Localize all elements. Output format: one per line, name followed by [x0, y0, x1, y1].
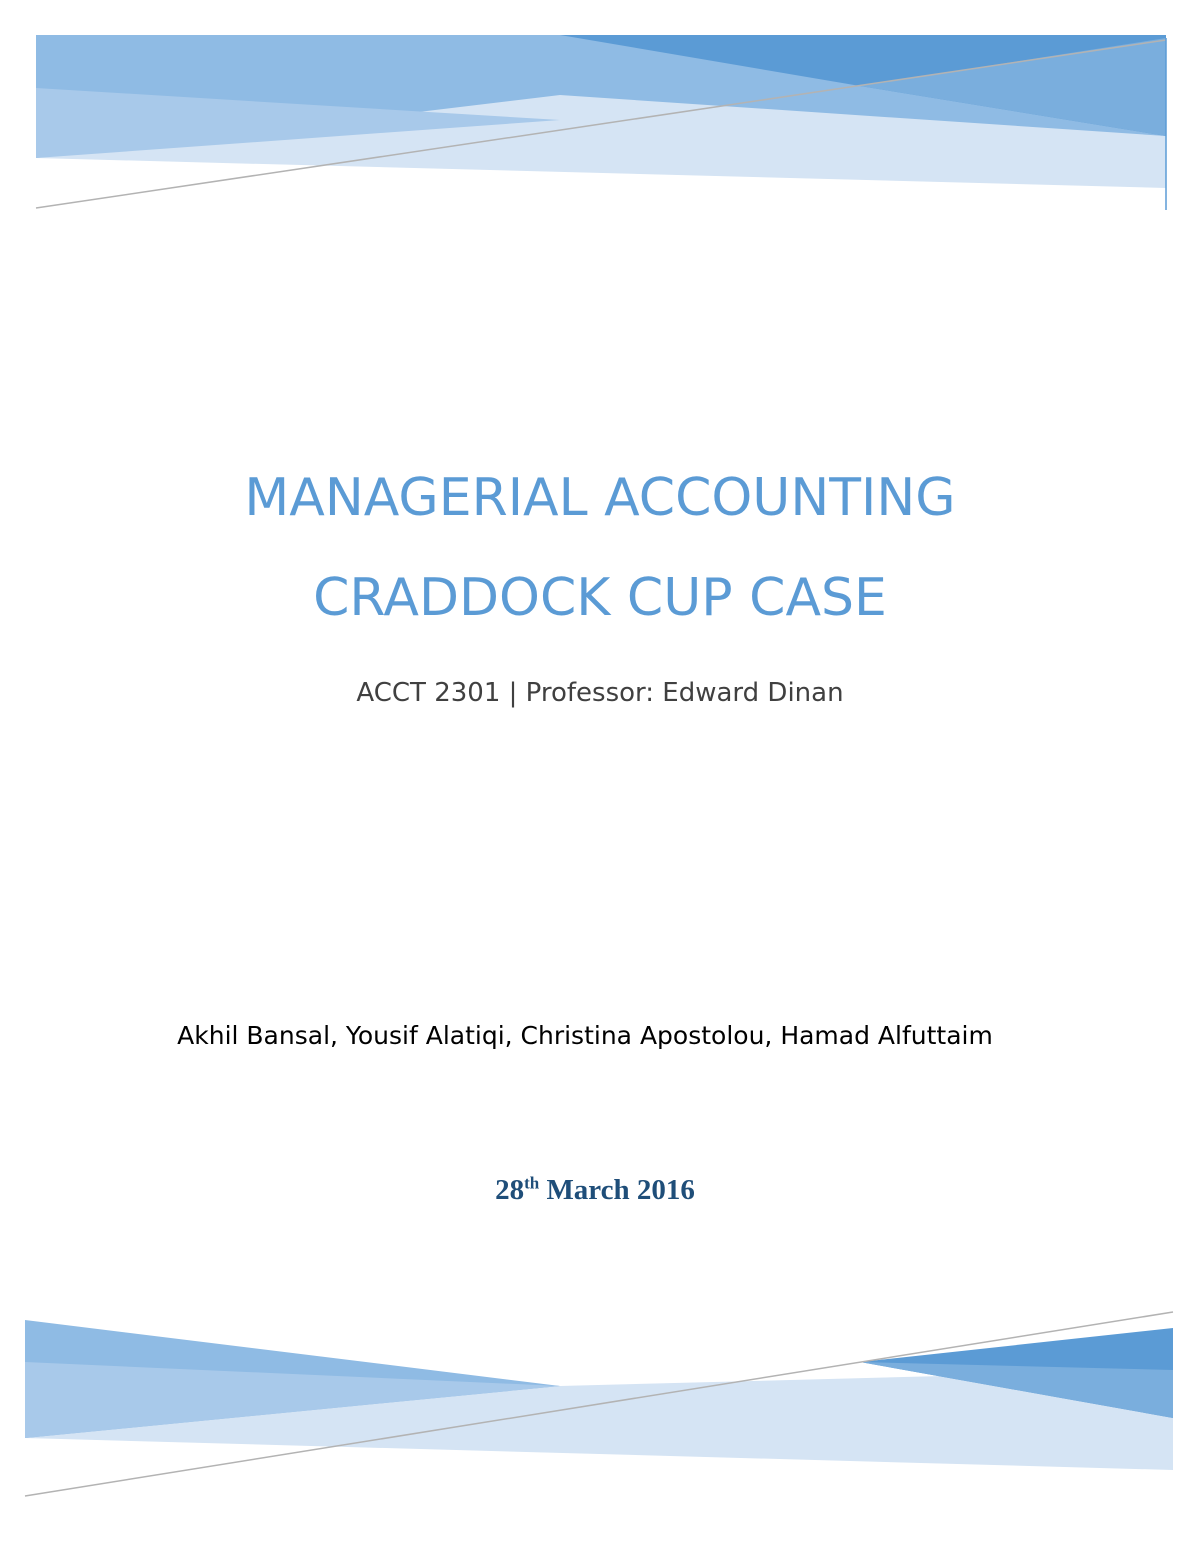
document-title-line-2: CRADDOCK CUP CASE	[313, 568, 887, 628]
author-list: Akhil Bansal, Yousif Alatiqi, Christina Apostolou, Hamad Alfuttaim	[177, 1021, 993, 1050]
header-banner-graphic	[0, 0, 1200, 220]
date-ordinal-suffix: th	[524, 1173, 540, 1193]
date-month-year: March 2016	[539, 1174, 695, 1206]
document-title-line-1: MANAGERIAL ACCOUNTING	[244, 468, 956, 528]
footer-banner-graphic	[0, 1300, 1200, 1510]
document-date	[0, 1174, 1190, 1207]
course-subtitle: ACCT 2301 | Professor: Edward Dinan	[356, 678, 844, 708]
date-day: 28	[495, 1174, 525, 1206]
